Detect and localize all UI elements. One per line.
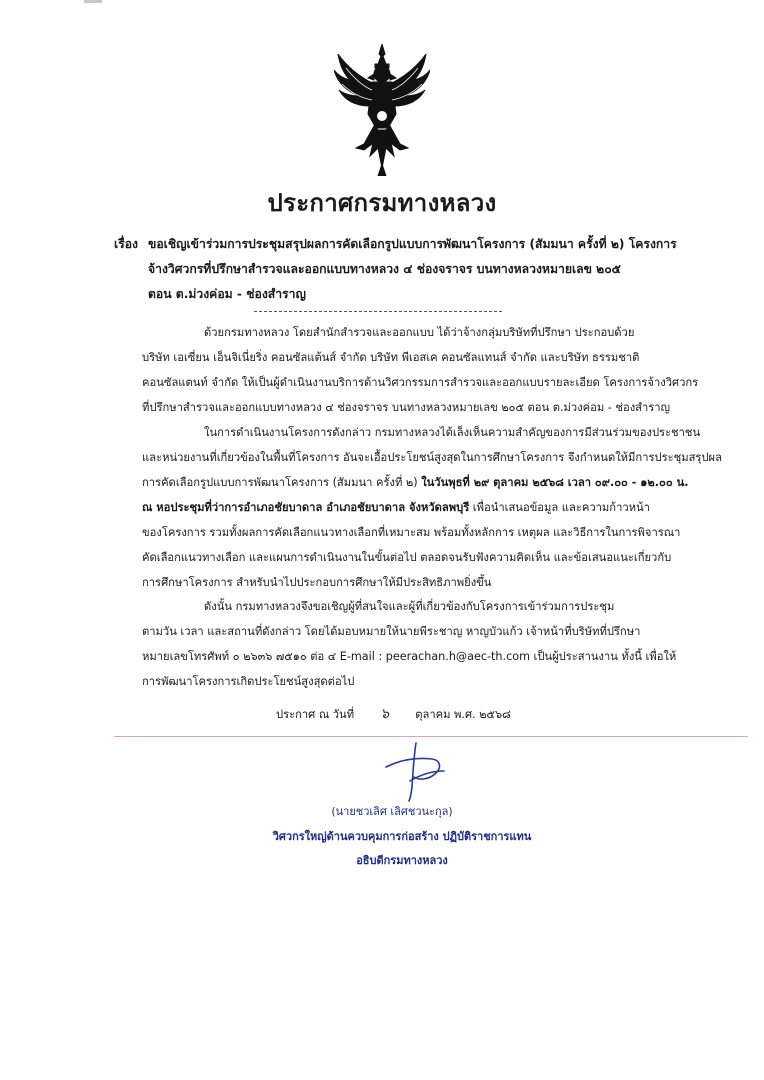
dashed-divider [254, 311, 502, 312]
paragraph-line: ของโครงการ รวมทั้งผลการคัดเลือกแนวทางเลือกที่เหมาะสม พร้อมทั้งหลักการ เหตุผล และวิธีการในการพิจารณา [142, 526, 681, 539]
signer-name: (นายชวเลิศ เลิศชวนะกุล) [331, 805, 453, 818]
paragraph-line: การพัฒนาโครงการเกิดประโยชน์สูงสุดต่อไป [142, 675, 355, 688]
paragraph-line: ด้วยกรมทางหลวง โดยสำนักสำรวจและออกแบบ ได้ว่าจ้างกลุ่มบริษัทที่ปรึกษา ประกอบด้วย [204, 326, 635, 339]
paragraph-line: บริษัท เอเซี่ยน เอ็นจิเนี่ยริ่ง คอนซัลแต้นส์ จำกัด บริษัท พีเอสเค คอนซัลแทนส์ จำกัด และบริษัท ธรรมชาติ [142, 351, 640, 364]
paragraph-line: ตามวัน เวลา และสถานที่ดังกล่าว โดยได้มอบหมายให้นายพีระชาญ หาญบัวแก้ว เจ้าหน้าที่บริษัทที่ปรึกษา [142, 625, 641, 638]
paragraph-line: คัดเลือกแนวทางเลือก และแผนการดำเนินงานในขั้นต่อไป ตลอดจนรับฟังความคิดเห็น และข้อเสนอแนะเกี่ยวกับ [142, 551, 672, 564]
subject-label: เรื่อง [114, 237, 138, 251]
corner-mark [84, 0, 102, 3]
subject-line: จ้างวิศวกรที่ปรึกษาสำรวจและออกแบบทางหลวง ๔ ช่องจราจร บนทางหลวงหมายเลข ๒๐๕ [148, 262, 621, 276]
document-title: ประกาศกรมทางหลวง [267, 189, 497, 217]
paragraph-line: หมายเลขโทรศัพท์ ๐ ๒๖๓๖ ๗๕๑๐ ต่อ ๔ E-mail : peerachan.h@aec-th.com เป็นผู้ประสานงาน ทั้งนี้ เพื่อให้ [142, 650, 677, 663]
paragraph-text: การคัดเลือกรูปแบบการพัฒนาโครงการ (สัมมนา ครั้งที่ ๒) [142, 476, 422, 489]
paragraph-line: และหน่วยงานที่เกี่ยวข้องในพื้นที่โครงการ อันจะเอื้อประโยชน์สูงสุดในการศึกษาโครงการ จึงกำหนดให้มีการประชุมสรุปผล [142, 451, 722, 464]
paragraph-line: ในการดำเนินงานโครงการดังกล่าว กรมทางหลวงได้เล็งเห็นความสำคัญของการมีส่วนร่วมของประชาชน [204, 426, 701, 439]
subject-line: ตอน ต.ม่วงค่อม - ช่องสำราญ [148, 287, 306, 301]
paragraph-1 [142, 320, 714, 420]
garuda-emblem-icon [334, 44, 430, 176]
paragraph-line [142, 470, 714, 495]
announce-day: ๖ [380, 706, 390, 722]
paragraph-2 [142, 420, 722, 595]
announce-prefix: ประกาศ ณ วันที่ [276, 708, 355, 721]
handwritten-signature [380, 741, 460, 803]
paragraph-line [142, 495, 714, 520]
announcement-date [276, 703, 511, 725]
paragraph-line: ที่ปรึกษาสำรวจและออกแบบทางหลวง ๔ ช่องจราจร บนทางหลวงหมายเลข ๒๐๕ ตอน ต.ม่วงค่อม - ช่องสำราญ [142, 401, 671, 414]
paragraph-text: เพื่อนำเสนอข้อมูล และความก้าวหน้า [469, 501, 650, 514]
meeting-venue: ณ หอประชุมที่ว่าการอำเภอชัยบาดาล อำเภอชัยบาดาล จังหวัดลพบุรี [142, 501, 470, 514]
paragraph-3 [142, 594, 714, 694]
signer-position: วิศวกรใหญ่ด้านควบคุมการก่อสร้าง ปฏิบัติราชการแทน [272, 830, 532, 843]
paragraph-line: การศึกษาโครงการ สำหรับนำไปประกอบการศึกษาให้มีประสิทธิภาพยิ่งขึ้น [142, 576, 492, 589]
signature-separator [114, 736, 748, 737]
paragraph-line: ดังนั้น กรมทางหลวงจึงขอเชิญผู้ที่สนใจและผู้ที่เกี่ยวข้องกับโครงการเข้าร่วมการประชุม [204, 600, 615, 613]
subject-line: ขอเชิญเข้าร่วมการประชุมสรุปผลการคัดเลือกรูปแบบการพัฒนาโครงการ (สัมมนา ครั้งที่ ๒) โครงการ [148, 237, 677, 251]
announce-suffix: ตุลาคม พ.ศ. ๒๕๖๘ [415, 708, 511, 721]
signer-organization: อธิบดีกรมทางหลวง [356, 854, 448, 867]
paragraph-line: คอนซัลแตนท์ จำกัด ให้เป็นผู้ดำเนินงานบริการด้านวิศวกรรมการสำรวจและออกแบบรายละเอียด โครงการจ้างวิศวกร [142, 376, 699, 389]
meeting-date-time: ในวันพุธที่ ๒๙ ตุลาคม ๒๕๖๘ เวลา ๐๙.๐๐ - ๑๒.๐๐ น. [421, 476, 689, 489]
